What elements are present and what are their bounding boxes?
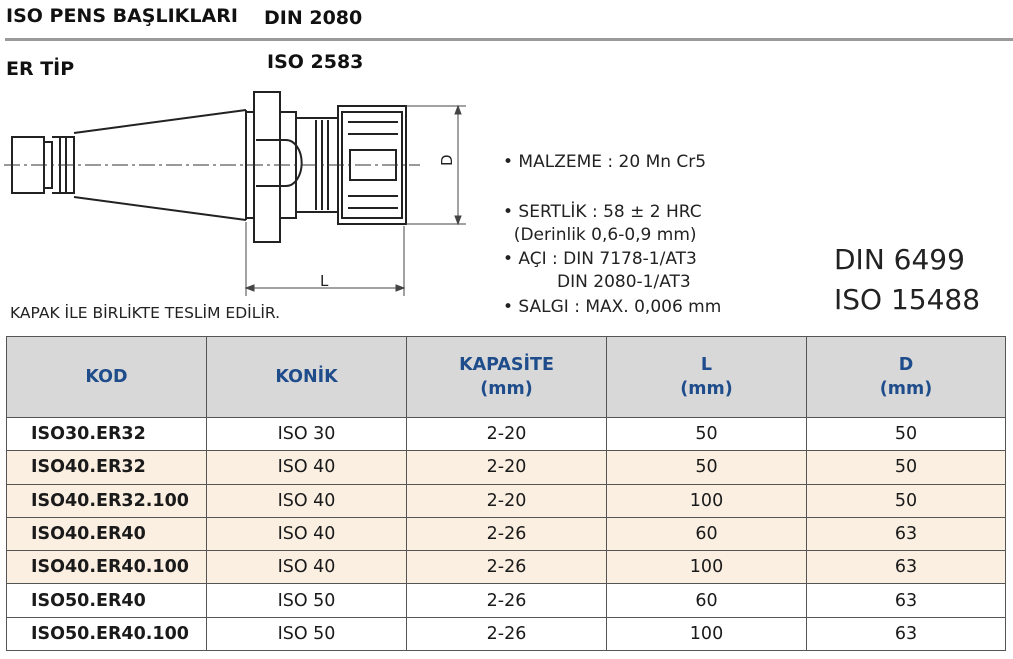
cell-konik: ISO 50 <box>207 617 407 650</box>
cell-d: 63 <box>807 551 1006 584</box>
tool-holder-drawing <box>0 80 480 302</box>
standard-iso-2583: ISO 2583 <box>267 51 364 73</box>
header-divider <box>5 38 1013 41</box>
cell-kapasite: 2-26 <box>407 517 607 550</box>
col-header-l: L (mm) <box>607 337 807 418</box>
cell-kapasite: 2-20 <box>407 451 607 484</box>
cell-kod: ISO50.ER40 <box>7 584 207 617</box>
cell-d: 63 <box>807 584 1006 617</box>
cell-kod: ISO30.ER32 <box>7 418 207 451</box>
col-header-kapasite: KAPASİTE (mm) <box>407 337 607 418</box>
cell-kapasite: 2-26 <box>407 584 607 617</box>
table-row <box>7 517 1006 550</box>
cell-d: 50 <box>807 484 1006 517</box>
table-row <box>7 617 1006 650</box>
cell-konik: ISO 40 <box>207 484 407 517</box>
type-label: ER TİP <box>6 58 75 80</box>
cell-d: 50 <box>807 418 1006 451</box>
cell-konik: ISO 40 <box>207 517 407 550</box>
cell-kod: ISO50.ER40.100 <box>7 617 207 650</box>
cell-l: 50 <box>607 418 807 451</box>
cell-l: 100 <box>607 484 807 517</box>
spec-material: • MALZEME : 20 Mn Cr5 <box>503 152 707 172</box>
cell-d: 63 <box>807 517 1006 550</box>
table-row <box>7 451 1006 484</box>
spec-angle-1: • AÇI : DIN 7178-1/AT3 <box>503 249 697 269</box>
cell-kapasite: 2-20 <box>407 418 607 451</box>
table-header-row <box>7 337 1006 418</box>
col-header-kod: KOD <box>7 337 207 418</box>
table-row <box>7 584 1006 617</box>
standard-din-6499: DIN 6499 <box>834 243 965 276</box>
delivery-note: KAPAK İLE BİRLİKTE TESLİM EDİLİR. <box>10 304 281 322</box>
cell-l: 100 <box>607 617 807 650</box>
spec-angle-2: DIN 2080-1/AT3 <box>503 272 691 292</box>
cell-kapasite: 2-20 <box>407 484 607 517</box>
product-table <box>6 336 1006 651</box>
cell-l: 60 <box>607 584 807 617</box>
col-header-d: D (mm) <box>807 337 1006 418</box>
cell-konik: ISO 40 <box>207 451 407 484</box>
cell-kapasite: 2-26 <box>407 551 607 584</box>
cell-d: 63 <box>807 617 1006 650</box>
cell-konik: ISO 40 <box>207 551 407 584</box>
dim-d-label: D <box>438 154 456 166</box>
cell-kapasite: 2-26 <box>407 617 607 650</box>
col-header-konik: KONİK <box>207 337 407 418</box>
cell-kod: ISO40.ER40.100 <box>7 551 207 584</box>
cell-konik: ISO 30 <box>207 418 407 451</box>
standard-iso-15488: ISO 15488 <box>834 283 981 316</box>
cell-kod: ISO40.ER40 <box>7 517 207 550</box>
page-title: ISO PENS BAŞLIKLARI <box>6 5 238 27</box>
cell-kod: ISO40.ER32 <box>7 451 207 484</box>
standard-din-2080: DIN 2080 <box>264 7 363 29</box>
cell-l: 100 <box>607 551 807 584</box>
spec-depth: (Derinlik 0,6-0,9 mm) <box>503 225 697 245</box>
table-row <box>7 418 1006 451</box>
cell-d: 50 <box>807 451 1006 484</box>
cell-l: 60 <box>607 517 807 550</box>
cell-l: 50 <box>607 451 807 484</box>
flange <box>254 92 280 242</box>
spec-runout: • SALGI : MAX. 0,006 mm <box>503 297 722 317</box>
spec-hardness: • SERTLİK : 58 ± 2 HRC <box>503 202 702 222</box>
dim-l-label: L <box>320 272 329 290</box>
cell-kod: ISO40.ER32.100 <box>7 484 207 517</box>
cell-konik: ISO 50 <box>207 584 407 617</box>
table-row <box>7 551 1006 584</box>
table-row <box>7 484 1006 517</box>
